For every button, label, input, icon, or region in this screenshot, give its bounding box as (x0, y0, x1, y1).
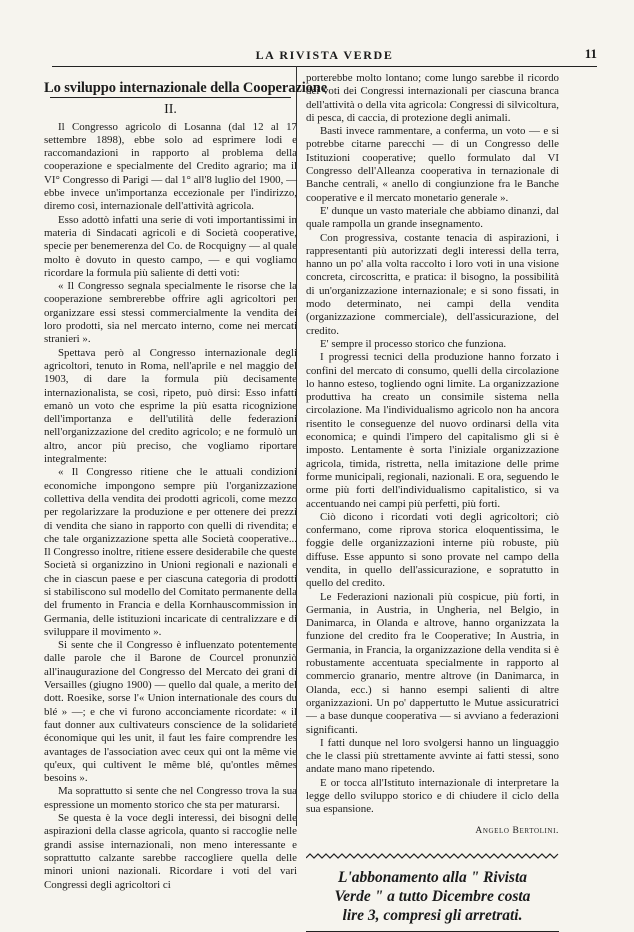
paragraph: E or tocca all'Istituto internazionale di interpretare la legge dello sviluppo storico e di chiudere il ciclo della sua espansione. (306, 776, 559, 816)
decorative-border (306, 852, 559, 860)
right-column (306, 72, 559, 932)
paragraph: « Il Congresso segnala specialmente le risorse che la cooperazione sembrerebbe offrire agli agricoltori per organizzare essi stessi commercialmente la vendita dei loro prodotti, sia nel mercato interno, come nei mercati stranieri ». (44, 280, 297, 346)
paragraph: Spettava però al Congresso internazionale degli agricoltori, tenuto in Roma, nell'aprile e nel maggio del 1903, di dare la formula più decisamente internazionalista, se così, ripeto, può dirsi: Esso infatti emanò un voto che esprime la più esatta ricognizione dell'importanza e dell'utilità delle federazioni nell'organizzazione del credito agricolo; e ne formulò un altro, ancor più preciso, che vogliamo riportare integralmente: (44, 346, 297, 466)
ad-line: L'abbonamento alla " Rivista (337, 868, 528, 886)
page-header (52, 44, 597, 64)
header-rule (52, 66, 597, 67)
paragraph: Basti invece rammentare, a conferma, un voto — e si potrebbe citarne parecchi — di un Congresso delle Istituzioni cooperative; quello formulato dal VI Congresso dell'Alleanza cooperativa in ternazionale di Banche centrali, « anello di congiunzione fra le Banche cooperative e il mercato monetario generale ». (306, 125, 559, 204)
paragraph: Si sente che il Congresso è influenzato potentemente dalle parole che il Barone de Courcel pronunziò all'inaugurazione del Congresso del Mercato dei grani di Versailles (giugno 1900) — quello dal quale, a merito del dott. Roesike, sorse l'« Union internationale des cours du blé » —; e che vi furono acconciamente ricordate: « il faut donner aux cultivateurs conscience de la solidarieté économique qui les unit, il faut les faire comprendre les avantages de l'association avec ceux qui ont la même vie qu'eux, qui cultivent le même blé, qu'ontles mêmes besoins ». (44, 639, 297, 785)
paragraph: Esso adottò infatti una serie di voti importantissimi in materia di Sindacati agricoli e di Società cooperative, specie per benemerenza del Co. de Rocquigny — al quale molto è dovuto in questo campo, — e qui vogliamo ricordare la formula più saliente di detti voti: (44, 213, 297, 279)
zigzag-ornament (306, 852, 559, 860)
page-number: 11 (584, 46, 597, 61)
paragraph: Se questa è la voce degli interessi, dei bisogni delle aspirazioni della classe agricola, quanto si raccoglie nelle grandi assise internazionali, non meno interessante e soprattutto calzante sarebbe raccogliere quella delle minori unioni nazionali. Ricordare i voti del vari Congressi degli agricoltori ci (44, 812, 297, 891)
paragraph: Ciò dicono i ricordati voti degli agricoltori; ciò confermano, come riprova storica eloquentissima, le foggie delle organizzazioni interne più robuste, più diffuse. Esse appunto si sono provate nel campo della vendita, in quello dell'assicurazione, e sopratutto in quello del credito. (306, 510, 559, 590)
paragraph: porterebbe molto lontano; come lungo sarebbe il ricordo dei voti dei Congressi internazionali per ciascuna branca dell'attività o della vita agricola: Congressi di silvicoltura, di pesca, di caccia, di protezione degli animali. (306, 72, 559, 124)
paragraph: Con progressiva, costante tenacia di aspirazioni, i rappresentanti più autorizzati degli interessi della terra, hanno un po' alla volta raccolto i loro voti in una visione concreta, circoscritta, e pratica: il bisogno, la possibilità di un'organizzazione internazionale; e si sono fissati, in modo determinato, nei campi della vendita (organizzazione commerciale), dell'assicurazione, del credito. (306, 231, 559, 337)
title-rule (50, 97, 291, 98)
article-part-number: II. (164, 102, 177, 118)
author-signature: Angelo Bertolini. (475, 825, 559, 836)
paragraph: I fatti dunque nel loro svolgersi hanno un linguaggio che le classi più strettamente avvinte ai fatti stessi, sono andate mano mano ripetendo. (306, 736, 559, 776)
paragraph: E' sempre il processo storico che funziona. (320, 337, 507, 350)
paragraph: E' dunque un vasto materiale che abbiamo dinanzi, dal quale rampolla un grande insegnamento. (306, 204, 559, 231)
paragraph: I progressi tecnici della produzione hanno forzato i confini del mercato di consumo, quelli della circolazione lo hanno esteso, togliendo ogni limite. La organizzazione produttiva ha creato un consimile sistema nella circolazione. Ma l'individualismo agricolo non ha ancora risentito le conseguenze del nuovo ordinarsi della vita economica; e quindi l'impero del capitalismo gli si è imposto. Lentamente è sorta l'iniziale organizzazione agricola, timida, ristretta, nella imitazione delle prime forme municipali, regionali, nazionali. E ora, seguendo le orme più forti dell'individualismo capitalistico, si va accentuando nei campi più perfetti, più forti. (306, 351, 559, 510)
left-column (44, 72, 328, 892)
subscription-ad (306, 868, 559, 925)
paragraph: Il Congresso agricolo di Losanna (dal 12 al 17 settembre 1898), ebbe solo ad esprimere lodi e raccomandazioni in rapporto al problema della cooperazione e specialmente del Credito agrario; ma il VI° Congresso di Parigi — dal 1° all'8 luglio del 1900, — ebbe invece un'importanza eccezionale per l'indirizzo, diremo così, internazionale dell'attività agricola. (44, 120, 297, 213)
ad-line: Verde " a tutto Dicembre costa (334, 887, 531, 905)
paragraph: Le Federazioni nazionali più cospicue, più forti, in Germania, in Austria, in Ungheria, nel Belgio, in Danimarca, in Olanda e altrove, hanno organizzata la funzione del credito fra le Cooperative; In Austria, in Germania, in Francia, la organizzazione della vendita si è robustamente accentuata specialmente in rapporto al commercio granario, mentre altrove (in Danimarca, in Olanda, ecc.) si hanno esempi salienti di altre organizzazioni. Un po' dappertutto le Mutue assicuratrici — a base dunque cooperativa — si avviano a federazioni significanti. (306, 590, 559, 736)
ad-line: lire 3, compresi gli arretrati. (342, 906, 523, 924)
paragraph: « Il Congresso ritiene che le attuali condizioni economiche impongono sempre più l'organizzazione collettiva della vendita dei prodotti agricoli, come mezzo per regolarizzare la produzione e per ottenere dei prezzi di vendita che siano in rapporto con quelli di rivendita; e che tale organizzazione spetta alle Società cooperative... Il Congresso inoltre, ritiene essere desiderabile che queste Società si organizzino in Unioni regionali e nazionali e che in ciascun paese e per ciascuna categoria di prodotti si stabiliscono sul modello del Comitato permanente della del frumento in Francia e della Kornhauscommission in Germania, delle istituzioni incaricate di centralizzare e di sviluppare il movimento ». (44, 466, 297, 638)
journal-title: LA RIVISTA VERDE (255, 48, 394, 62)
article-title: Lo sviluppo internazionale della Cooperazione (44, 80, 328, 96)
paragraph: Ma soprattutto si sente che nel Congresso trova la sua espressione un momento storico che sta per maturarsi. (44, 785, 297, 811)
